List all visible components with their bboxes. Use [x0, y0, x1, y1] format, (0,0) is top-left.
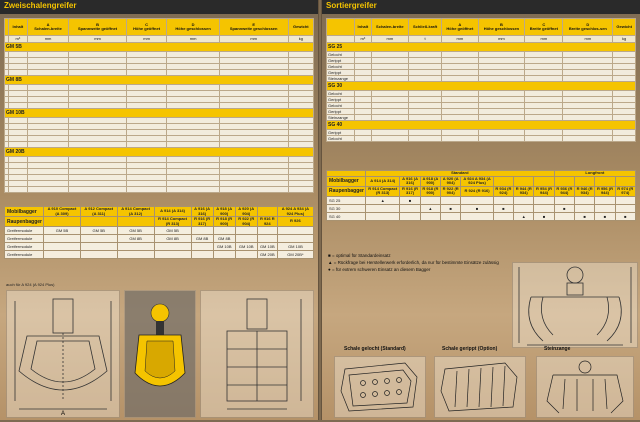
mobil-model [257, 207, 277, 217]
unit-cell: mm [27, 36, 69, 43]
compat-cell [461, 212, 493, 220]
compat-cell [117, 251, 154, 259]
compat-row-label: Greifermodule [5, 235, 44, 243]
raupen-model: R 944 (R 934) [514, 186, 534, 196]
col-code: C [145, 21, 149, 27]
compat-mobil-row [5, 207, 314, 217]
compat-cell [191, 251, 213, 259]
col-code: B [499, 21, 503, 27]
shell-type: Gerippt [327, 109, 355, 115]
unit-cell: mm [219, 36, 288, 43]
right-page-title: Sortiergreifer [326, 1, 377, 10]
table-cell [613, 136, 636, 142]
col-label: Inhalt [12, 23, 24, 29]
sorting-grab-spec-table [326, 18, 636, 142]
unit-cell: mm [442, 36, 478, 43]
model-name: GM 10B [5, 109, 314, 118]
col-header [408, 19, 441, 36]
model-section-row [5, 148, 314, 157]
compat-cell [154, 243, 191, 251]
clamshell-front-drawing [6, 290, 120, 418]
compat-cell [235, 227, 257, 235]
compat-row-label: SG 40 [327, 212, 366, 220]
table-cell [371, 136, 408, 142]
compat-cell: ■ [575, 212, 595, 220]
clamshell-compat-table [4, 206, 314, 259]
compat-cell: ■ [400, 196, 420, 204]
compat-cell [441, 212, 461, 220]
unit-cell: mm [126, 36, 167, 43]
compat-cell [615, 196, 635, 204]
compat-cell: GM 5B [44, 227, 81, 235]
compat-cell [277, 227, 313, 235]
compat-cell [191, 243, 213, 251]
left-page [0, 0, 318, 420]
compat-cell [257, 235, 277, 243]
shell-type: Gelocht [327, 103, 355, 109]
unit-cell: mm [478, 36, 525, 43]
right-page [322, 0, 640, 420]
compat-cell [615, 204, 635, 212]
legend-item: ▲ = Rückfrage bei Herstellerwerk erforderlich, da nur für bestimmte Einsätze zulässig [328, 260, 499, 265]
compat-cell [117, 243, 154, 251]
group-standard: Standard [366, 171, 555, 177]
compat-cell [420, 212, 440, 220]
col-code: A [458, 21, 462, 27]
clamshell-side-svg [201, 291, 313, 417]
col-label: Schließ-kraft [412, 23, 438, 29]
col-label: Höhe geöffnet [133, 26, 161, 31]
mobil-model: A 918 (A 900) [420, 176, 440, 186]
col-label: Höhe geschlossen [175, 26, 211, 31]
mobil-model [615, 176, 635, 186]
col-header [355, 19, 372, 36]
mobil-model: A 924 A 934 (A 924 Plus) [277, 207, 313, 217]
shell-type: Gelocht [327, 52, 355, 58]
compat-cell [534, 204, 554, 212]
col-code: D [191, 21, 195, 27]
col-label: Spannweite geschlossen [229, 26, 278, 31]
shell-ribbed-sketch [434, 356, 526, 418]
shell-type: Gelocht [327, 91, 355, 97]
mobil-model: A 916 (A 316) [191, 207, 213, 217]
mobil-model [595, 176, 615, 186]
raupen-label: Raupenbagger [327, 186, 366, 196]
table-cell [478, 136, 525, 142]
raupen-model: R 916 (R 317) [400, 186, 420, 196]
compat-cell: GM 8B [191, 235, 213, 243]
col-label: Breite geschlos-sen [568, 26, 607, 31]
compat-cell [191, 227, 213, 235]
col-header [288, 19, 313, 36]
table-cell [525, 136, 563, 142]
sorting-grab-drawing [512, 262, 638, 348]
compat-row-label: Greifermodule [5, 227, 44, 235]
model-section-row [5, 76, 314, 85]
unit-cell: mm [69, 36, 126, 43]
compat-cell: ■ [615, 212, 635, 220]
spec-header-row [5, 19, 314, 36]
compat-row [5, 227, 314, 235]
mobil-model [554, 176, 574, 186]
unit-cell: mm [167, 36, 219, 43]
compat-cell [80, 243, 117, 251]
col-label: Schalen-breite [376, 23, 404, 29]
shell-perforated-sketch [334, 356, 426, 418]
compat-cell: ■ [595, 212, 615, 220]
compat-row [5, 251, 314, 259]
col-header [478, 19, 525, 36]
raupen-model: R 956 (R 944) [595, 186, 615, 196]
sorting-grab-drawing-svg [513, 263, 637, 347]
mobil-model [575, 176, 595, 186]
compat-row [5, 235, 314, 243]
col-header [126, 19, 167, 36]
shell-ribbed-svg [435, 357, 525, 417]
mobil-model: A 914 (A 314) [154, 207, 191, 217]
compat-row [327, 212, 636, 220]
compat-cell: GM 8B [117, 235, 154, 243]
compat-cell [366, 204, 400, 212]
raupen-model: R 926 [277, 217, 313, 227]
raupen-model: R 918 (R 900) [213, 217, 235, 227]
compat-row [327, 196, 636, 204]
model-name: GM 8B [5, 76, 314, 85]
compat-cell: ▲ [420, 204, 440, 212]
col-header [219, 19, 288, 36]
compat-cell: GM 5B [154, 227, 191, 235]
raupen-model [44, 217, 81, 227]
table-cell [27, 187, 69, 193]
left-title-strip [0, 0, 318, 14]
model-section-row [327, 43, 636, 52]
raupen-model: R 936 (R 944) [554, 186, 574, 196]
clamshell-photo-svg [125, 291, 195, 417]
unit-cell: m³ [9, 36, 28, 43]
unit-cell: m³ [355, 36, 372, 43]
col-header [9, 19, 28, 36]
compat-cell: ■ [493, 204, 513, 212]
table-cell [126, 187, 167, 193]
compat-cell [554, 212, 574, 220]
legend-item: ● = für extrem schweren Einsatz an diesem Bagger [328, 267, 431, 272]
table-cell [69, 187, 126, 193]
stone-grab-sketch [536, 356, 634, 418]
compat-cell [534, 196, 554, 204]
mobil-model: A 918 (A 900) [213, 207, 235, 217]
compat-cell [277, 235, 313, 243]
compat-row [327, 204, 636, 212]
left-page-title: Zweischalengreifer [4, 1, 77, 10]
right-title-strip [322, 0, 640, 14]
compat-cell: ■ [441, 204, 461, 212]
raupen-model: R 946 (R 934) [575, 186, 595, 196]
col-code: B [96, 21, 99, 27]
table-cell [563, 136, 613, 142]
compat-cell [441, 196, 461, 204]
shell-perforated-svg [335, 357, 425, 417]
raupen-model: R 922 (R 904) [235, 217, 257, 227]
raupen-model: R 922 (R 904) [441, 186, 461, 196]
spec-units-row [327, 36, 636, 43]
compat-cell [575, 204, 595, 212]
table-cell [219, 187, 288, 193]
table-row [5, 187, 314, 193]
mobil-model: A 914 Compact (A 312) [117, 207, 154, 217]
compat-cell: GM 10B [257, 243, 277, 251]
raupen-model: R 924 (R 916) [461, 186, 493, 196]
compat-cell [514, 204, 534, 212]
compat-cell [235, 235, 257, 243]
shell-type: Gerippt [327, 70, 355, 76]
caption-steinzange: Steinzange [544, 346, 571, 352]
raupen-model [80, 217, 117, 227]
col-header [613, 19, 636, 36]
unit-cell: mm [371, 36, 408, 43]
clamshell-side-drawing [200, 290, 314, 418]
shell-type: Steinzange [327, 115, 355, 121]
model-section-row [5, 43, 314, 52]
unit-cell: mm [525, 36, 563, 43]
col-header [563, 19, 613, 36]
compat-row-label: Greifermodule [5, 243, 44, 251]
col-header [27, 19, 69, 36]
compat-cell [575, 196, 595, 204]
compat-cell [493, 212, 513, 220]
raupen-model: R 934 (R 924) [493, 186, 513, 196]
table-cell [442, 136, 478, 142]
col-label: Spannweite geöffnet [77, 26, 118, 31]
mobil-model: A 924 A 934 (A 924 Plus) [461, 176, 493, 186]
col-label: Inhalt [357, 23, 369, 29]
model-name: SG 30 [327, 82, 636, 91]
clamshell-front-svg [7, 291, 119, 417]
raupen-model: R 914 Compact (R 313) [366, 186, 400, 196]
compat-cell: GM 10B [213, 243, 235, 251]
raupen-model: R 914 Compact (R 313) [154, 217, 191, 227]
col-header [525, 19, 563, 36]
table-cell [355, 136, 372, 142]
raupen-label: Raupenbagger [5, 217, 44, 227]
shell-type: Gerippt [327, 130, 355, 136]
compat-cell [493, 196, 513, 204]
shell-type: Gerippt [327, 97, 355, 103]
compat-raupen-row [5, 217, 314, 227]
compat-cell: ▲ [366, 196, 400, 204]
clamshell-spec-table [4, 18, 314, 193]
caption-gelocht: Schale gelocht (Standard) [344, 346, 406, 352]
legend-item: ■ = optimal für Standardeinsatz [328, 253, 391, 258]
mobil-model [493, 176, 513, 186]
compat-cell [400, 204, 420, 212]
table-cell [408, 136, 441, 142]
raupen-model [117, 217, 154, 227]
table-cell [167, 187, 219, 193]
compat-mobil-row [327, 176, 636, 186]
group-longfront: Longfront [554, 171, 635, 177]
legend [328, 252, 528, 273]
col-label: Gewicht [293, 23, 309, 29]
compat-row-label: Greifermodule [5, 251, 44, 259]
compat-cell [595, 196, 615, 204]
compat-cell [44, 243, 81, 251]
col-label: Breite geöffnet [529, 26, 558, 31]
col-label: Schalen-breite [34, 26, 62, 31]
col-header [167, 19, 219, 36]
unit-cell [327, 36, 355, 43]
col-header [371, 19, 408, 36]
compat-cell: GM 20B [257, 251, 277, 259]
shell-type: Gerippt [327, 58, 355, 64]
col-label: Höhe geschlossen [483, 26, 520, 31]
caption-gerippt: Schale gerippt (Option) [442, 346, 498, 352]
raupen-model: R 916 R 924 [257, 217, 277, 227]
model-section-row [5, 109, 314, 118]
compat-cell: GM 5B [80, 227, 117, 235]
mobil-model: A 916 (A 316) [400, 176, 420, 186]
compat-cell: ■ [554, 204, 574, 212]
unit-cell: kg [613, 36, 636, 43]
model-section-row [327, 121, 636, 130]
compat-footnote: auch für A 924 (A 924 Plus) [6, 282, 55, 287]
compat-cell [154, 251, 191, 259]
shell-type: Steinzange [327, 76, 355, 82]
table-cell [288, 187, 313, 193]
model-name: GM 5B [5, 43, 314, 52]
compat-cell [213, 251, 235, 259]
model-name: GM 20B [5, 148, 314, 157]
col-label: Höhe geöffnet [446, 26, 474, 31]
compat-cell [400, 212, 420, 220]
mobil-model [514, 176, 534, 186]
compat-cell [80, 251, 117, 259]
model-name: SG 25 [327, 43, 636, 52]
mobil-model: A 912 Compact (A 311) [80, 207, 117, 217]
mobil-model: A 920 (A 904) [441, 176, 461, 186]
compat-row [5, 243, 314, 251]
shell-type: Gelocht [327, 136, 355, 142]
col-header-model [327, 19, 355, 36]
mobil-model [534, 176, 554, 186]
compat-cell: GM 8B [154, 235, 191, 243]
compat-cell [366, 212, 400, 220]
compat-cell [257, 227, 277, 235]
col-code: E [252, 21, 256, 27]
model-section-row [327, 82, 636, 91]
compat-cell [213, 227, 235, 235]
compat-cell [420, 196, 440, 204]
unit-cell: t [408, 36, 441, 43]
mobil-label: Mobilbagger [5, 207, 44, 217]
table-row [327, 136, 636, 142]
compat-cell [80, 235, 117, 243]
mobil-label: Mobilbagger [327, 176, 366, 186]
unit-cell: mm [563, 36, 613, 43]
raupen-model: R 916 (R 317) [191, 217, 213, 227]
unit-cell: kg [288, 36, 313, 43]
raupen-model: R 954 (R 944) [534, 186, 554, 196]
mobil-model: A 920 (A 904) [235, 207, 257, 217]
compat-cell [44, 251, 81, 259]
compat-row-label: SG 30 [327, 204, 366, 212]
stone-grab-svg [537, 357, 633, 417]
shell-type: Gelocht [327, 64, 355, 70]
compat-cell [514, 196, 534, 204]
spec-units-row [5, 36, 314, 43]
compat-cell: ▲ [514, 212, 534, 220]
col-label: Gewicht [616, 23, 632, 29]
drawing-dim-a: A [60, 411, 66, 417]
col-code: C [542, 21, 546, 27]
compat-cell [554, 196, 574, 204]
compat-raupen-row [327, 186, 636, 196]
spec-header-row [327, 19, 636, 36]
compat-cell: GM 10B [277, 243, 313, 251]
col-header [69, 19, 126, 36]
compat-cell: ■ [461, 204, 493, 212]
mobil-model: A 914 (A 314) [366, 176, 400, 186]
compat-cell: GM 5B [117, 227, 154, 235]
compat-cell [235, 251, 257, 259]
raupen-model: R 918 (R 900) [420, 186, 440, 196]
clamshell-photo [124, 290, 196, 418]
compat-cell: ■ [534, 212, 554, 220]
mobil-model: A 910 Compact (A 309) [44, 207, 81, 217]
col-code: D [586, 21, 590, 27]
compat-cell [44, 235, 81, 243]
compat-cell: GM 8B [213, 235, 235, 243]
sorting-grab-compat-table [326, 170, 636, 221]
col-header [442, 19, 478, 36]
col-code: A [46, 21, 50, 27]
compat-cell [595, 204, 615, 212]
compat-row-label: SG 25 [327, 196, 366, 204]
model-name: SG 40 [327, 121, 636, 130]
compat-cell: GM 10B [235, 243, 257, 251]
raupen-model: R 974 (R 974) [615, 186, 635, 196]
compat-cell [461, 196, 493, 204]
compat-cell: GM 20B* [277, 251, 313, 259]
table-cell [9, 187, 28, 193]
